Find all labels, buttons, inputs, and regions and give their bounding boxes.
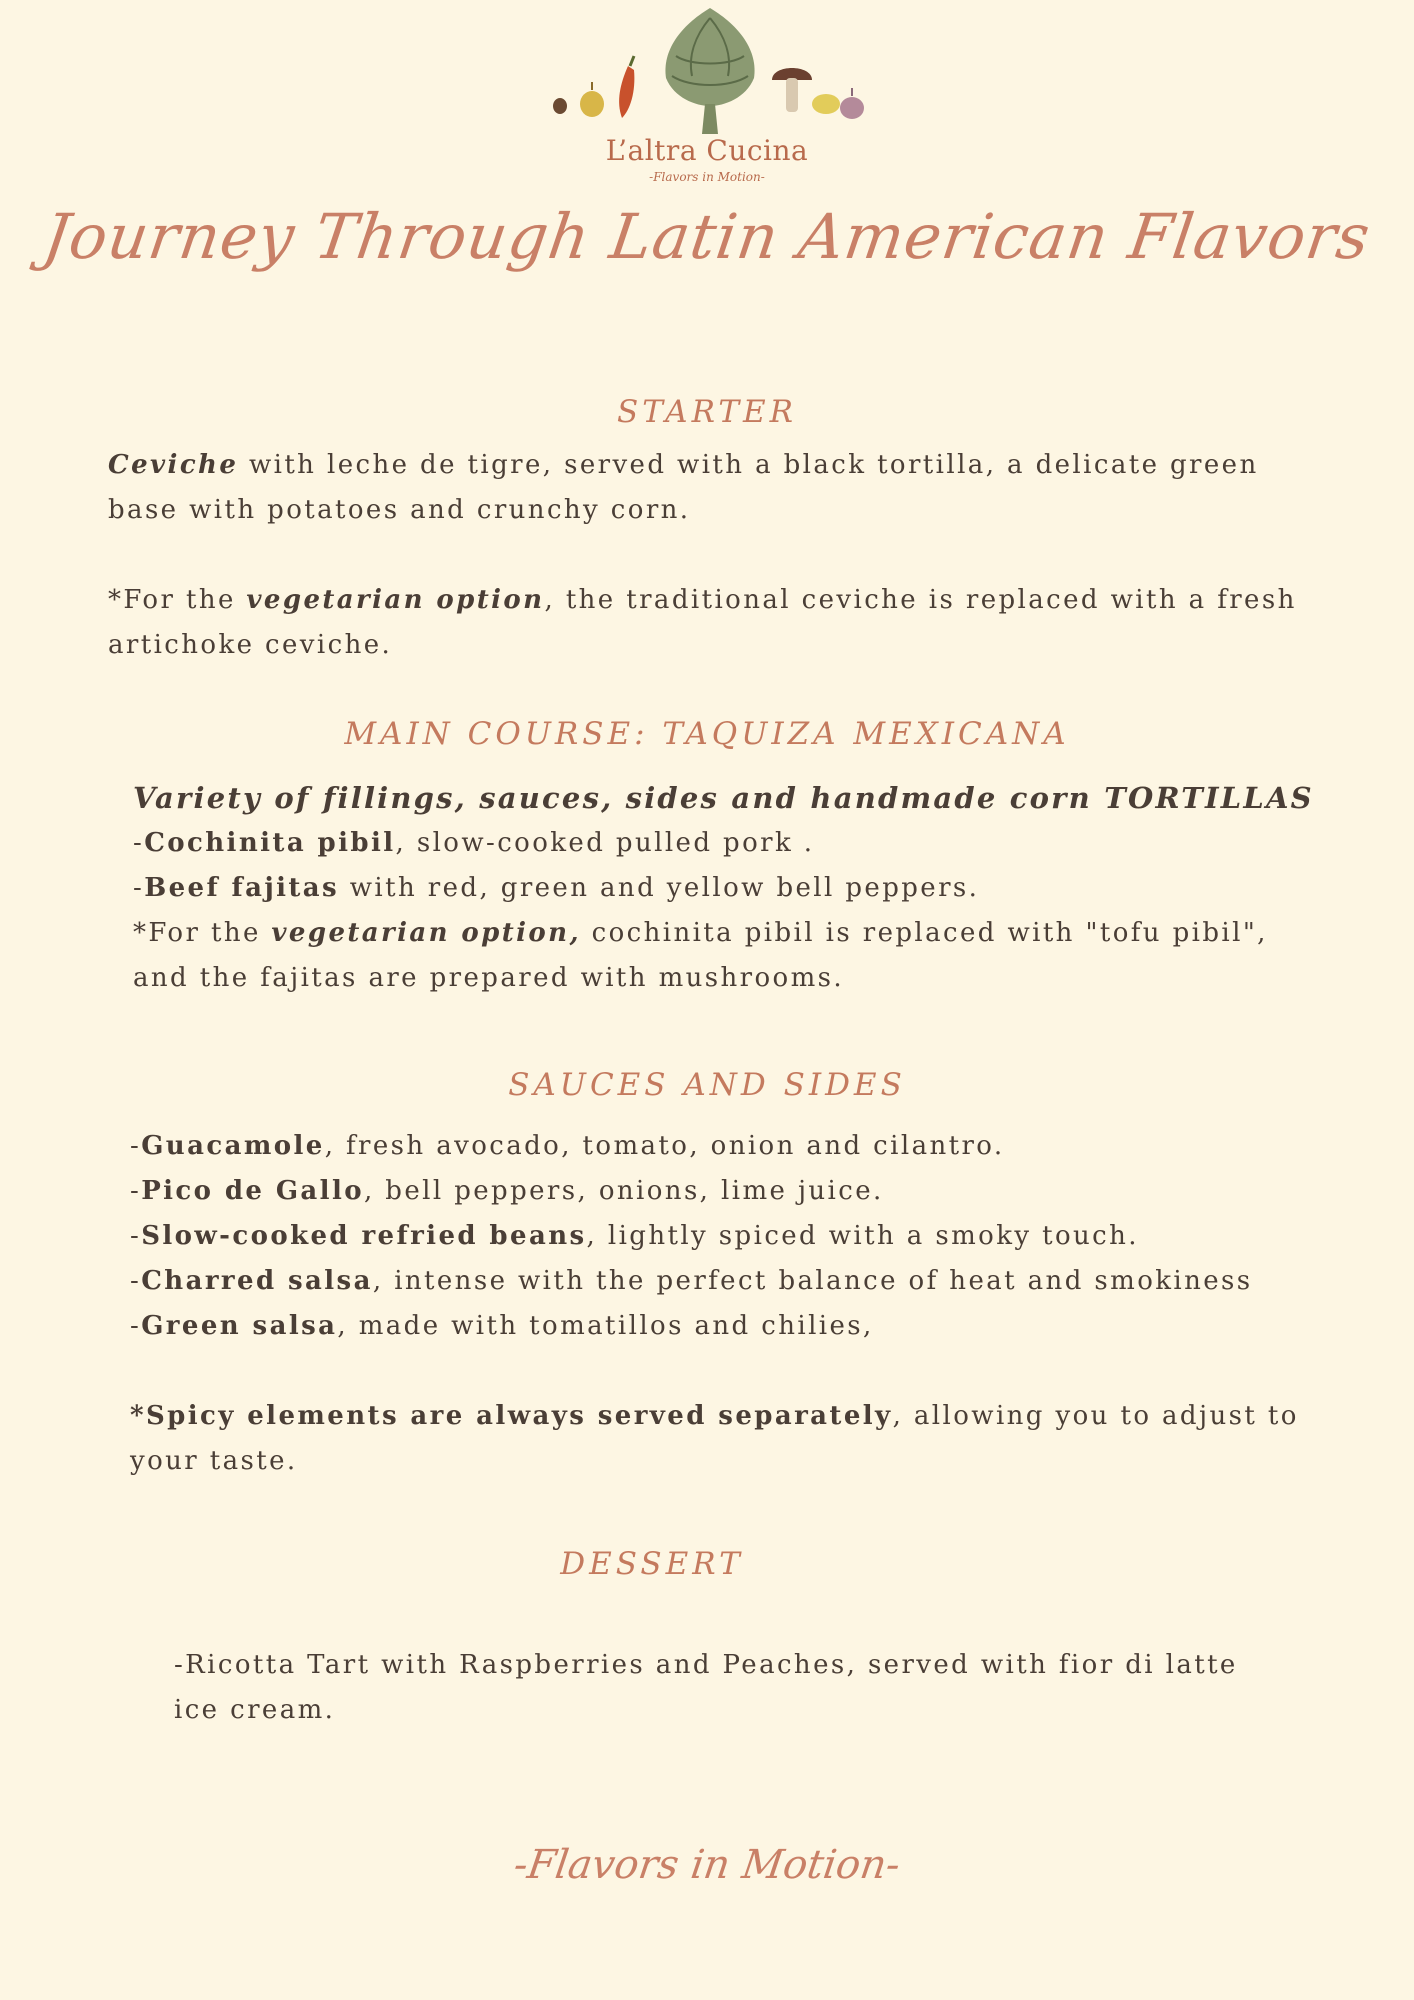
main-item: -Beef fajitas with red, green and yellow bell peppers. [133,873,980,903]
chili-pepper-icon [619,56,634,118]
spicy-note-line2: your taste. [130,1446,298,1476]
sauces-section [130,1124,1390,1484]
main-veg-prefix: *For the [133,918,272,948]
starter-dish-desc: with leche de tigre, served with a black tortilla, a delicate green [238,450,1259,480]
starter-section [108,443,1348,668]
dessert-item-line2: ice cream. [174,1695,336,1725]
main-item-name: Cochinita pibil [144,828,396,858]
sauce-item: -Green salsa, made with tomatillos and chilies, [130,1311,874,1341]
starter-dish-desc-2: base with potatoes and crunchy corn. [108,495,691,525]
spicy-note-bold: *Spicy elements are always served separately [130,1401,893,1431]
menu-title: Journey Through Latin American Flavors [38,200,1376,273]
main-item-name: Beef fajitas [144,873,340,903]
main-item: -Cochinita pibil, slow-cooked pulled pork . [133,828,815,858]
sauce-item: -Guacamole, fresh avocado, tomato, onion and cilantro. [130,1131,1005,1161]
starter-dish-name: Ceviche [108,450,239,480]
sauce-item-name: Charred salsa [141,1266,373,1296]
footer-signature: -Flavors in Motion- [511,1842,903,1888]
sauce-item: -Charred salsa, intense with the perfect balance of heat and smokiness [130,1266,1253,1296]
sauce-item-desc: , fresh avocado, tomato, onion and cilantro. [324,1131,1005,1161]
artichoke-icon [665,8,754,134]
main-veg-rest: cochinita pibil is replaced with "tofu pibil", [580,918,1268,948]
sauce-item-name: Pico de Gallo [141,1176,364,1206]
brand-tagline: -Flavors in Motion- [649,170,765,184]
starter-veg-note [108,578,1348,623]
onion-icon [580,82,604,117]
mushroom-icon [772,68,812,112]
sauce-item-name: Guacamole [141,1131,325,1161]
dessert-heading: DESSERT [560,1546,744,1582]
starter-dish [108,443,1348,488]
sauce-item-name: Slow-cooked refried beans [141,1221,587,1251]
olive-icon [553,98,567,114]
main-heading: MAIN COURSE: TAQUIZA MEXICANA [344,716,1070,752]
sauce-item-desc: , intense with the perfect balance of heat and smokiness [372,1266,1253,1296]
main-veg-note [133,911,1393,956]
sauce-item-name: Green salsa [141,1311,338,1341]
main-item-desc: with red, green and yellow bell peppers. [339,873,980,903]
brand-name: L’altra Cucina [605,134,809,167]
garlic-bulb-icon [840,88,864,119]
sauce-item: -Slow-cooked refried beans, lightly spiced with a smoky touch. [130,1221,1139,1251]
main-veg-line2: and the fajitas are prepared with mushrooms. [133,963,845,993]
spicy-note [130,1394,1390,1439]
spicy-note-rest: , allowing you to adjust to [892,1401,1299,1431]
dessert-item: -Ricotta Tart with Raspberries and Peaches, served with fior di latte [174,1650,1238,1680]
sauce-item-desc: , bell peppers, onions, lime juice. [363,1176,884,1206]
starter-veg-prefix: *For the [108,585,247,615]
main-section [133,776,1393,1001]
starter-veg-line2: artichoke ceviche. [108,630,393,660]
starter-heading: STARTER [616,394,798,430]
sauce-item-desc: , lightly spiced with a smoky touch. [586,1221,1139,1251]
dessert-section [174,1643,1374,1733]
starter-veg-label: vegetarian option [246,585,545,615]
sauces-heading: SAUCES AND SIDES [508,1067,906,1103]
main-veg-label: vegetarian option, [271,918,581,948]
starter-veg-rest: , the traditional ceviche is replaced with a fresh [544,585,1297,615]
main-subtitle: Variety of fillings, sauces, sides and handmade corn TORTILLAS [133,781,1314,815]
sauce-item: -Pico de Gallo, bell peppers, onions, lime juice. [130,1176,884,1206]
lemon-icon [812,94,840,114]
main-item-desc: , slow-cooked pulled pork . [395,828,815,858]
logo-illustration [550,6,870,136]
sauce-item-desc: , made with tomatillos and chilies, [337,1311,874,1341]
